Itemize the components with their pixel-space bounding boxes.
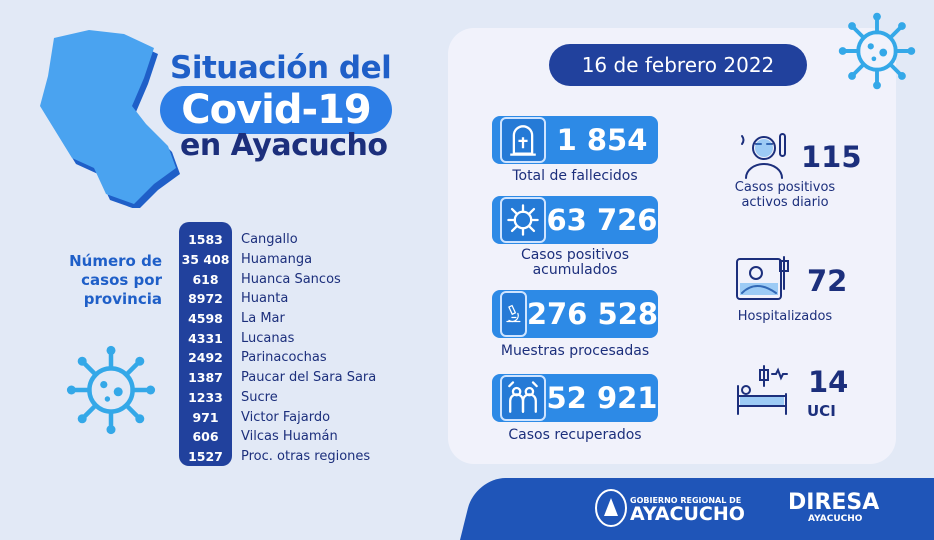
province-count: 2492: [188, 350, 223, 366]
province-name: Cangallo: [241, 232, 298, 248]
province-row: [179, 388, 429, 408]
province-name: Paucar del Sara Sara: [241, 370, 377, 386]
samples-stat: [492, 290, 658, 338]
diresa-logo: DIRESA: [788, 490, 880, 515]
icu-label: UCI: [807, 402, 836, 420]
samples-value: 276 528: [526, 297, 658, 331]
positives-label-1: Casos positivos: [520, 247, 630, 263]
province-name: Huanca Sancos: [241, 271, 341, 287]
deaths-value: 1 854: [556, 123, 648, 157]
samples-label: Muestras procesadas: [500, 343, 650, 359]
province-row: [179, 368, 429, 388]
province-row: [179, 269, 429, 289]
province-name: La Mar: [241, 311, 285, 327]
province-row: [179, 250, 429, 270]
province-name: Sucre: [241, 389, 278, 405]
title-line-3: en Ayacucho: [180, 128, 388, 163]
hospitalized-label: Hospitalizados: [737, 309, 833, 324]
recovered-stat: [492, 374, 658, 422]
hospitalized-value: 72: [807, 264, 848, 298]
report-date: 16 de febrero 2022: [549, 44, 807, 86]
diresa-sub: AYACUCHO: [808, 514, 863, 524]
positives-value: 63 726: [546, 203, 658, 237]
virus-icon: [66, 345, 156, 435]
province-name: Vilcas Huamán: [241, 429, 338, 445]
province-name: Huamanga: [241, 252, 313, 268]
province-count: 1583: [188, 232, 223, 248]
province-count: 4598: [188, 311, 223, 327]
hospital-bed-icon: [734, 253, 790, 307]
title-covid-badge: Covid-19: [160, 86, 392, 134]
province-row: [179, 230, 429, 250]
province-row: [179, 289, 429, 309]
province-name: Parinacochas: [241, 350, 327, 366]
province-list: [179, 230, 429, 466]
province-count: 1233: [188, 389, 223, 405]
recovered-value: 52 921: [546, 381, 658, 415]
province-count: 971: [192, 409, 219, 425]
province-row: [179, 407, 429, 427]
provinces-heading: Número de casos por provincia: [69, 252, 162, 308]
province-name: Victor Fajardo: [241, 409, 331, 425]
province-count: 35 408: [181, 252, 230, 268]
deaths-stat: [492, 116, 658, 164]
province-name: Lucanas: [241, 330, 295, 346]
province-row: [179, 348, 429, 368]
title-line-1: Situación del: [170, 50, 392, 86]
recovered-label: Casos recuperados: [508, 427, 642, 443]
gob-label-2: AYACUCHO: [630, 503, 745, 525]
province-row: [179, 309, 429, 329]
sick-person-icon: [736, 126, 792, 180]
positives-label-2: acumulados: [532, 262, 618, 278]
virus-icon: [838, 12, 916, 90]
active-label-2: activos diario: [741, 195, 829, 210]
province-row: [179, 328, 429, 348]
province-name: Proc. otras regiones: [241, 448, 371, 464]
province-count: 1387: [188, 370, 223, 386]
province-count: 4331: [188, 330, 223, 346]
tombstone-icon: [500, 117, 546, 163]
virus-icon: [500, 197, 546, 243]
province-row: [179, 427, 429, 447]
active-value: 115: [801, 140, 862, 174]
people-icon: [500, 375, 546, 421]
province-count: 1527: [188, 448, 223, 464]
province-row: [179, 447, 429, 467]
microscope-icon: [500, 291, 527, 337]
icu-value: 14: [808, 365, 849, 399]
positives-stat: [492, 196, 658, 244]
province-count: 8972: [188, 291, 223, 307]
province-count: 606: [192, 429, 219, 445]
province-count: 618: [192, 271, 219, 287]
regional-government-logo-icon: [594, 488, 628, 528]
active-label-1: Casos positivos: [734, 180, 836, 195]
province-name: Huanta: [241, 291, 289, 307]
gob-label-1: GOBIERNO REGIONAL DE: [630, 496, 742, 505]
deaths-label: Total de fallecidos: [512, 168, 638, 184]
icu-bed-icon: [734, 364, 790, 418]
